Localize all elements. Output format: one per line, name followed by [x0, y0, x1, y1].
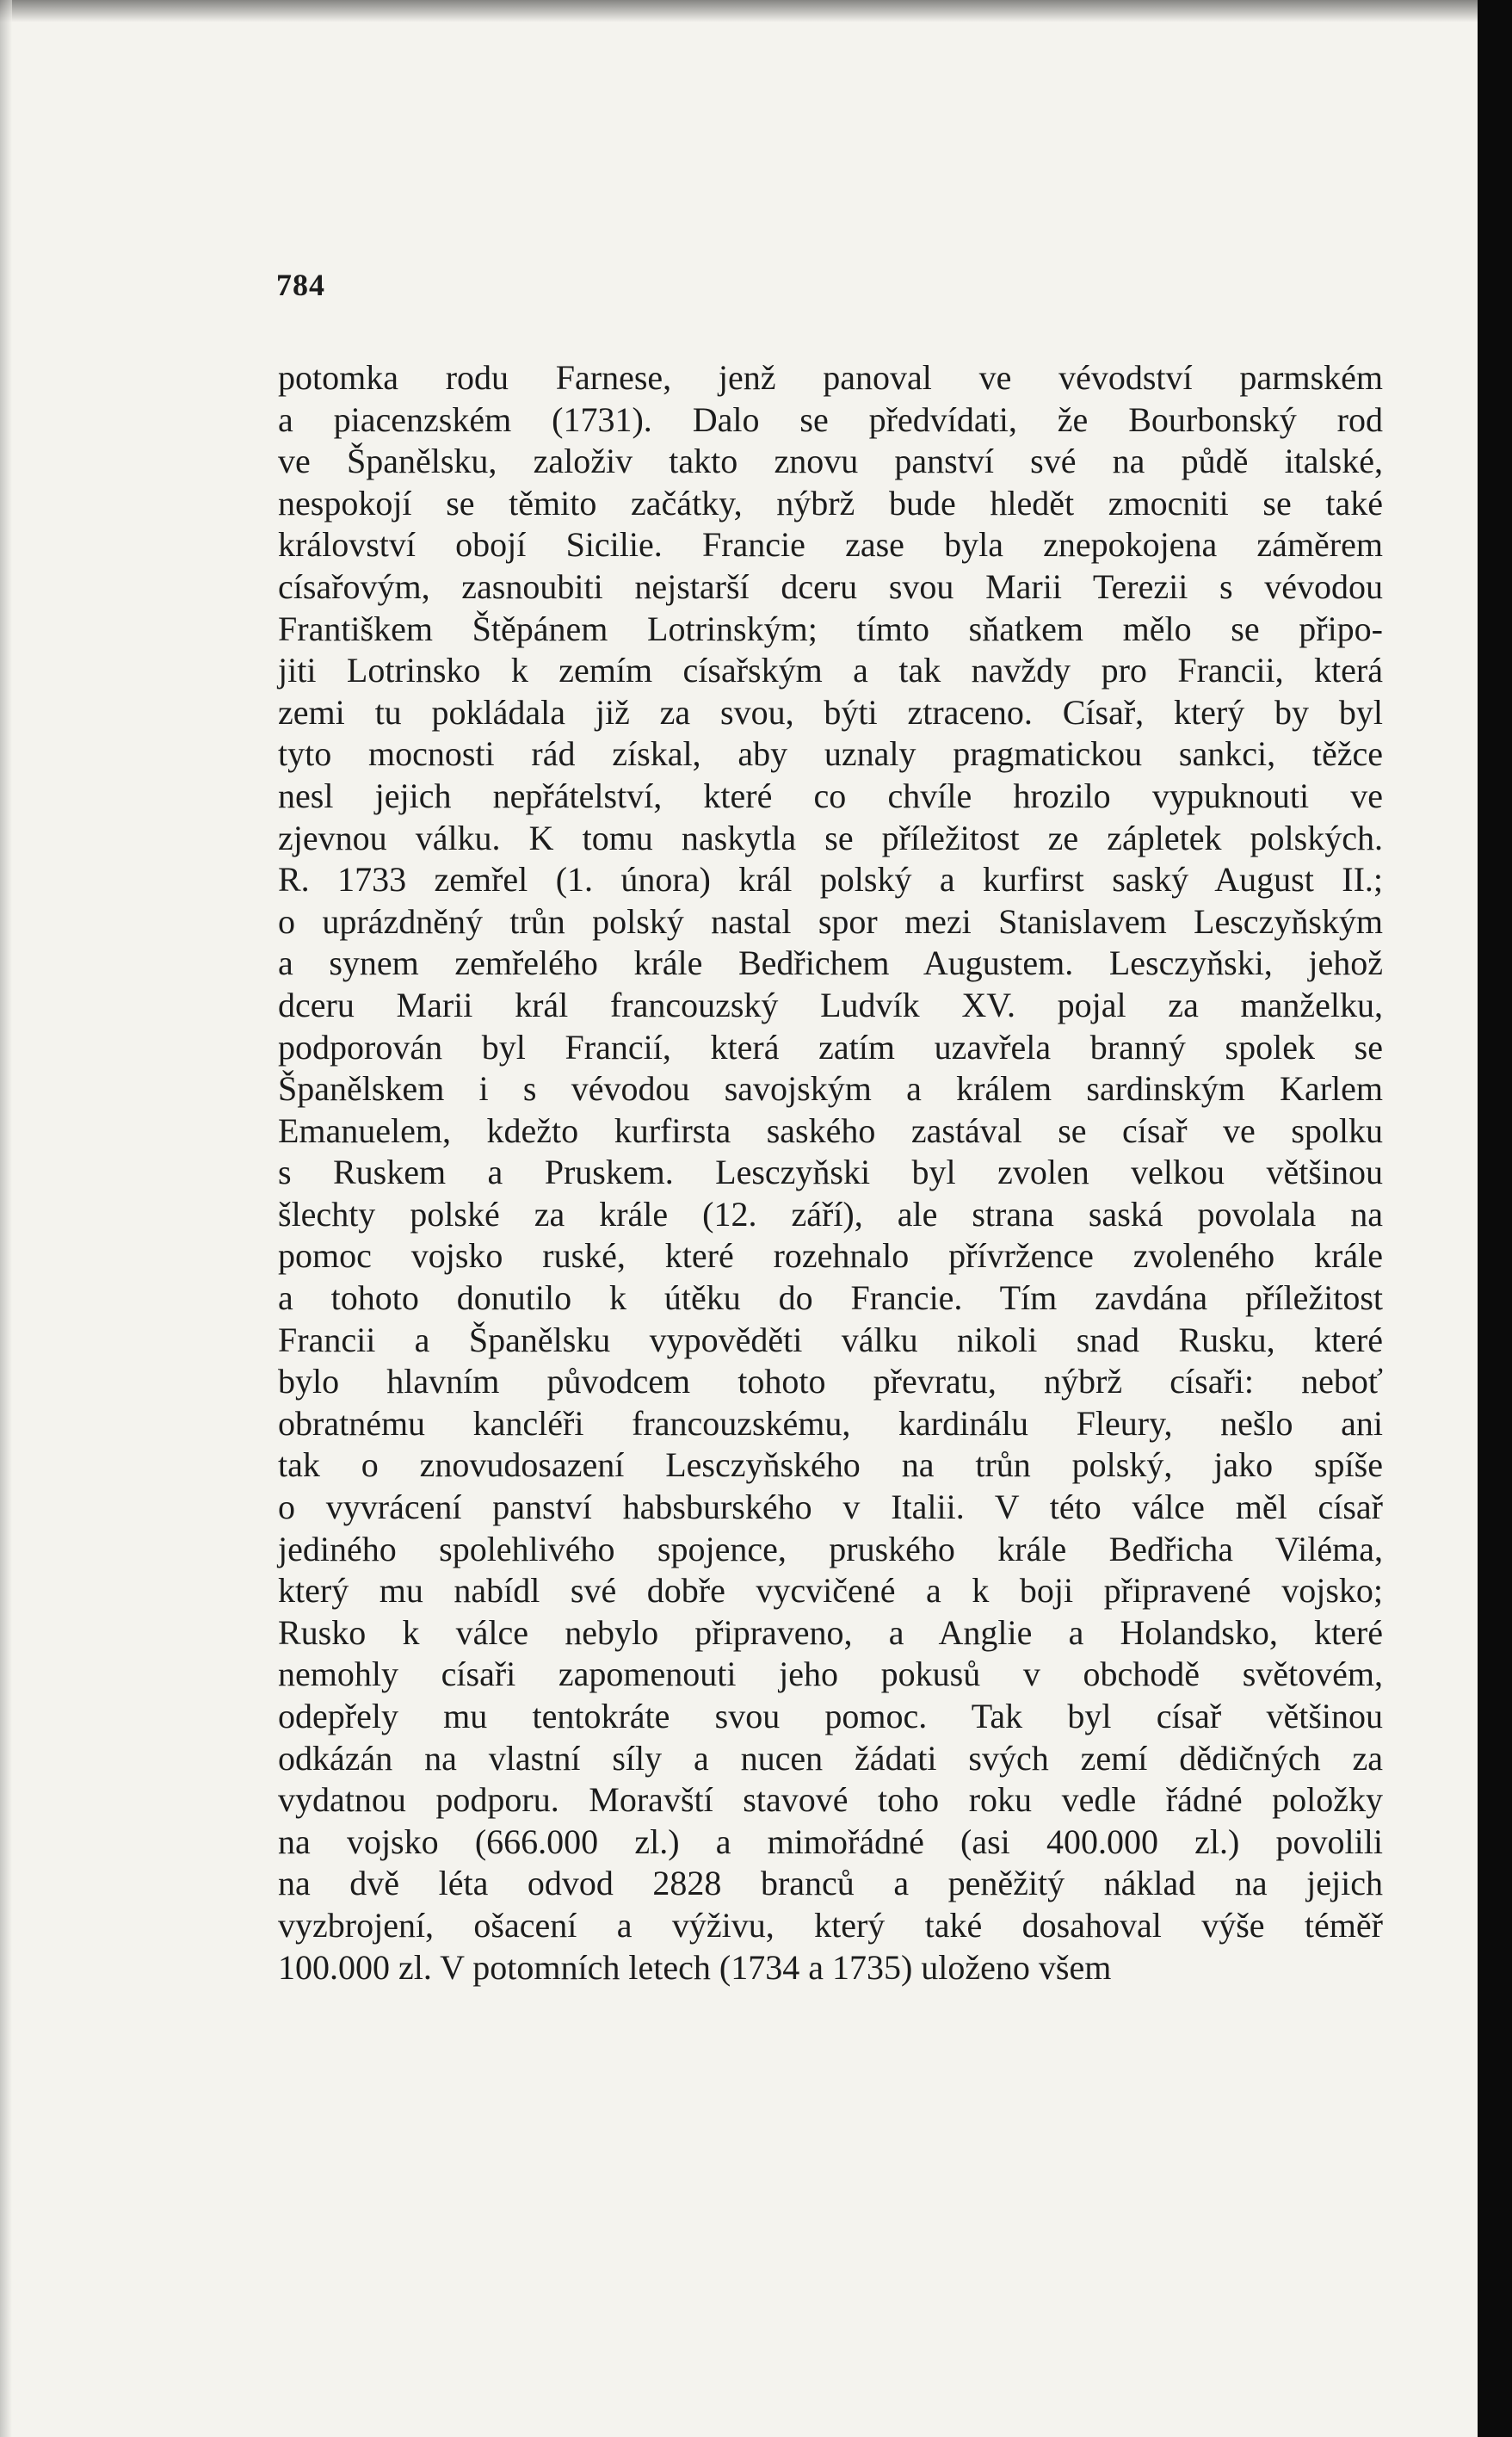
- text-line: pomoc vojsko ruské, které rozehnalo přívržence zvoleného krále: [278, 1236, 1383, 1276]
- text-line: s Ruskem a Pruskem. Lesczyňski byl zvolen velkou většinou: [278, 1153, 1383, 1192]
- body-text: [278, 357, 1383, 1989]
- text-line: o vyvrácení panství habsburského v Italii. V této válce měl císař: [278, 1488, 1383, 1527]
- text-line: bylo hlavním původcem tohoto převratu, nýbrž císaři: neboť: [278, 1362, 1383, 1401]
- text-line: vydatnou podporu. Moravští stavové toho roku vedle řádné položky: [278, 1780, 1383, 1820]
- text-line: 100.000 zl. V potomních letech (1734 a 1735) uloženo všem: [278, 1947, 1112, 1987]
- text-line: dceru Marii král francouzský Ludvík XV. pojal za manželku,: [278, 985, 1383, 1024]
- scan-shadow-top: [0, 0, 1512, 22]
- text-line: šlechty polské za krále (12. září), ale strana saská povolala na: [278, 1194, 1383, 1234]
- text-line: který mu nabídl své dobře vycvičené a k boji připravené vojsko;: [278, 1571, 1383, 1611]
- scan-shadow-left: [0, 0, 12, 2437]
- text-line: království obojí Sicilie. Francie zase byla znepokojena záměrem: [278, 525, 1383, 565]
- text-line: potomka rodu Farnese, jenž panoval ve vévodství parmském: [278, 358, 1383, 397]
- text-line: ve Španělsku, založiv takto znovu panství své na půdě italské,: [278, 442, 1383, 481]
- text-line: jiti Lotrinsko k zemím císařským a tak navždy pro Francii, která: [278, 651, 1383, 690]
- text-line: císařovým, zasnoubiti nejstarší dceru svou Marii Terezii s vévodou: [278, 566, 1383, 606]
- text-line: tyto mocnosti rád získal, aby uznaly pragmatickou sankci, těžce: [278, 734, 1383, 774]
- text-line: a piacenzském (1731). Dalo se předvídati, že Bourbonský rod: [278, 399, 1383, 439]
- text-line: nesl jejich nepřátelství, které co chvíle hrozilo vypuknouti ve: [278, 776, 1383, 815]
- text-line: jediného spolehlivého spojence, pruského krále Bedřicha Viléma,: [278, 1529, 1383, 1568]
- text-line: tak o znovudosazení Lesczyňského na trůn polský, jako spíše: [278, 1445, 1383, 1485]
- text-line: odkázán na vlastní síly a nucen žádati svých zemí dědičných za: [278, 1738, 1383, 1778]
- text-line: odepřely mu tentokráte svou pomoc. Tak byl císař většinou: [278, 1697, 1383, 1735]
- text-line: podporován byl Francií, která zatím uzavřela branný spolek se: [278, 1027, 1383, 1067]
- text-line: obratnému kancléři francouzskému, kardinálu Fleury, nešlo ani: [278, 1403, 1383, 1443]
- text-line: zemi tu pokládala již za svou, býti ztraceno. Císař, který by byl: [278, 692, 1383, 732]
- text-line: Francii a Španělsku vypověděti válku nikoli snad Rusku, které: [278, 1320, 1383, 1359]
- text-line: Španělskem i s vévodou savojským a králem sardinským Karlem: [278, 1069, 1383, 1109]
- text-line: zjevnou válku. K tomu naskytla se příležitost ze zápletek polských.: [278, 818, 1383, 857]
- text-line: R. 1733 zemřel (1. února) král polský a kurfirst saský August II.;: [278, 860, 1383, 900]
- scan-border-right: [1478, 0, 1512, 2437]
- text-line: o uprázdněný trůn polský nastal spor mezi Stanislavem Lesczyňským: [278, 901, 1383, 941]
- text-line: na vojsko (666.000 zl.) a mimořádné (asi 400.000 zl.) povolili: [278, 1822, 1383, 1861]
- text-line: a tohoto donutilo k útěku do Francie. Tím zavdána příležitost: [278, 1278, 1383, 1318]
- text-line: Emanuelem, kdežto kurfirsta saského zastával se císař ve spolku: [278, 1110, 1383, 1150]
- text-line: Rusko k válce nebylo připraveno, a Anglie a Holandsko, které: [278, 1612, 1383, 1652]
- text-line: nemohly císaři zapomenouti jeho pokusů v obchodě světovém,: [278, 1655, 1383, 1694]
- page-number: 784: [276, 268, 325, 302]
- text-line: a synem zemřelého krále Bedřichem Augustem. Lesczyňski, jehož: [278, 943, 1383, 983]
- text-line: Františkem Štěpánem Lotrinským; tímto sňatkem mělo se připo-: [278, 609, 1383, 648]
- text-line: vyzbrojení, ošacení a výživu, který také dosahoval výše téměř: [278, 1905, 1383, 1945]
- text-line: na dvě léta odvod 2828 branců a peněžitý náklad na jejich: [278, 1864, 1383, 1903]
- text-line: nespokojí se těmito začátky, nýbrž bude hledět zmocniti se také: [278, 483, 1383, 523]
